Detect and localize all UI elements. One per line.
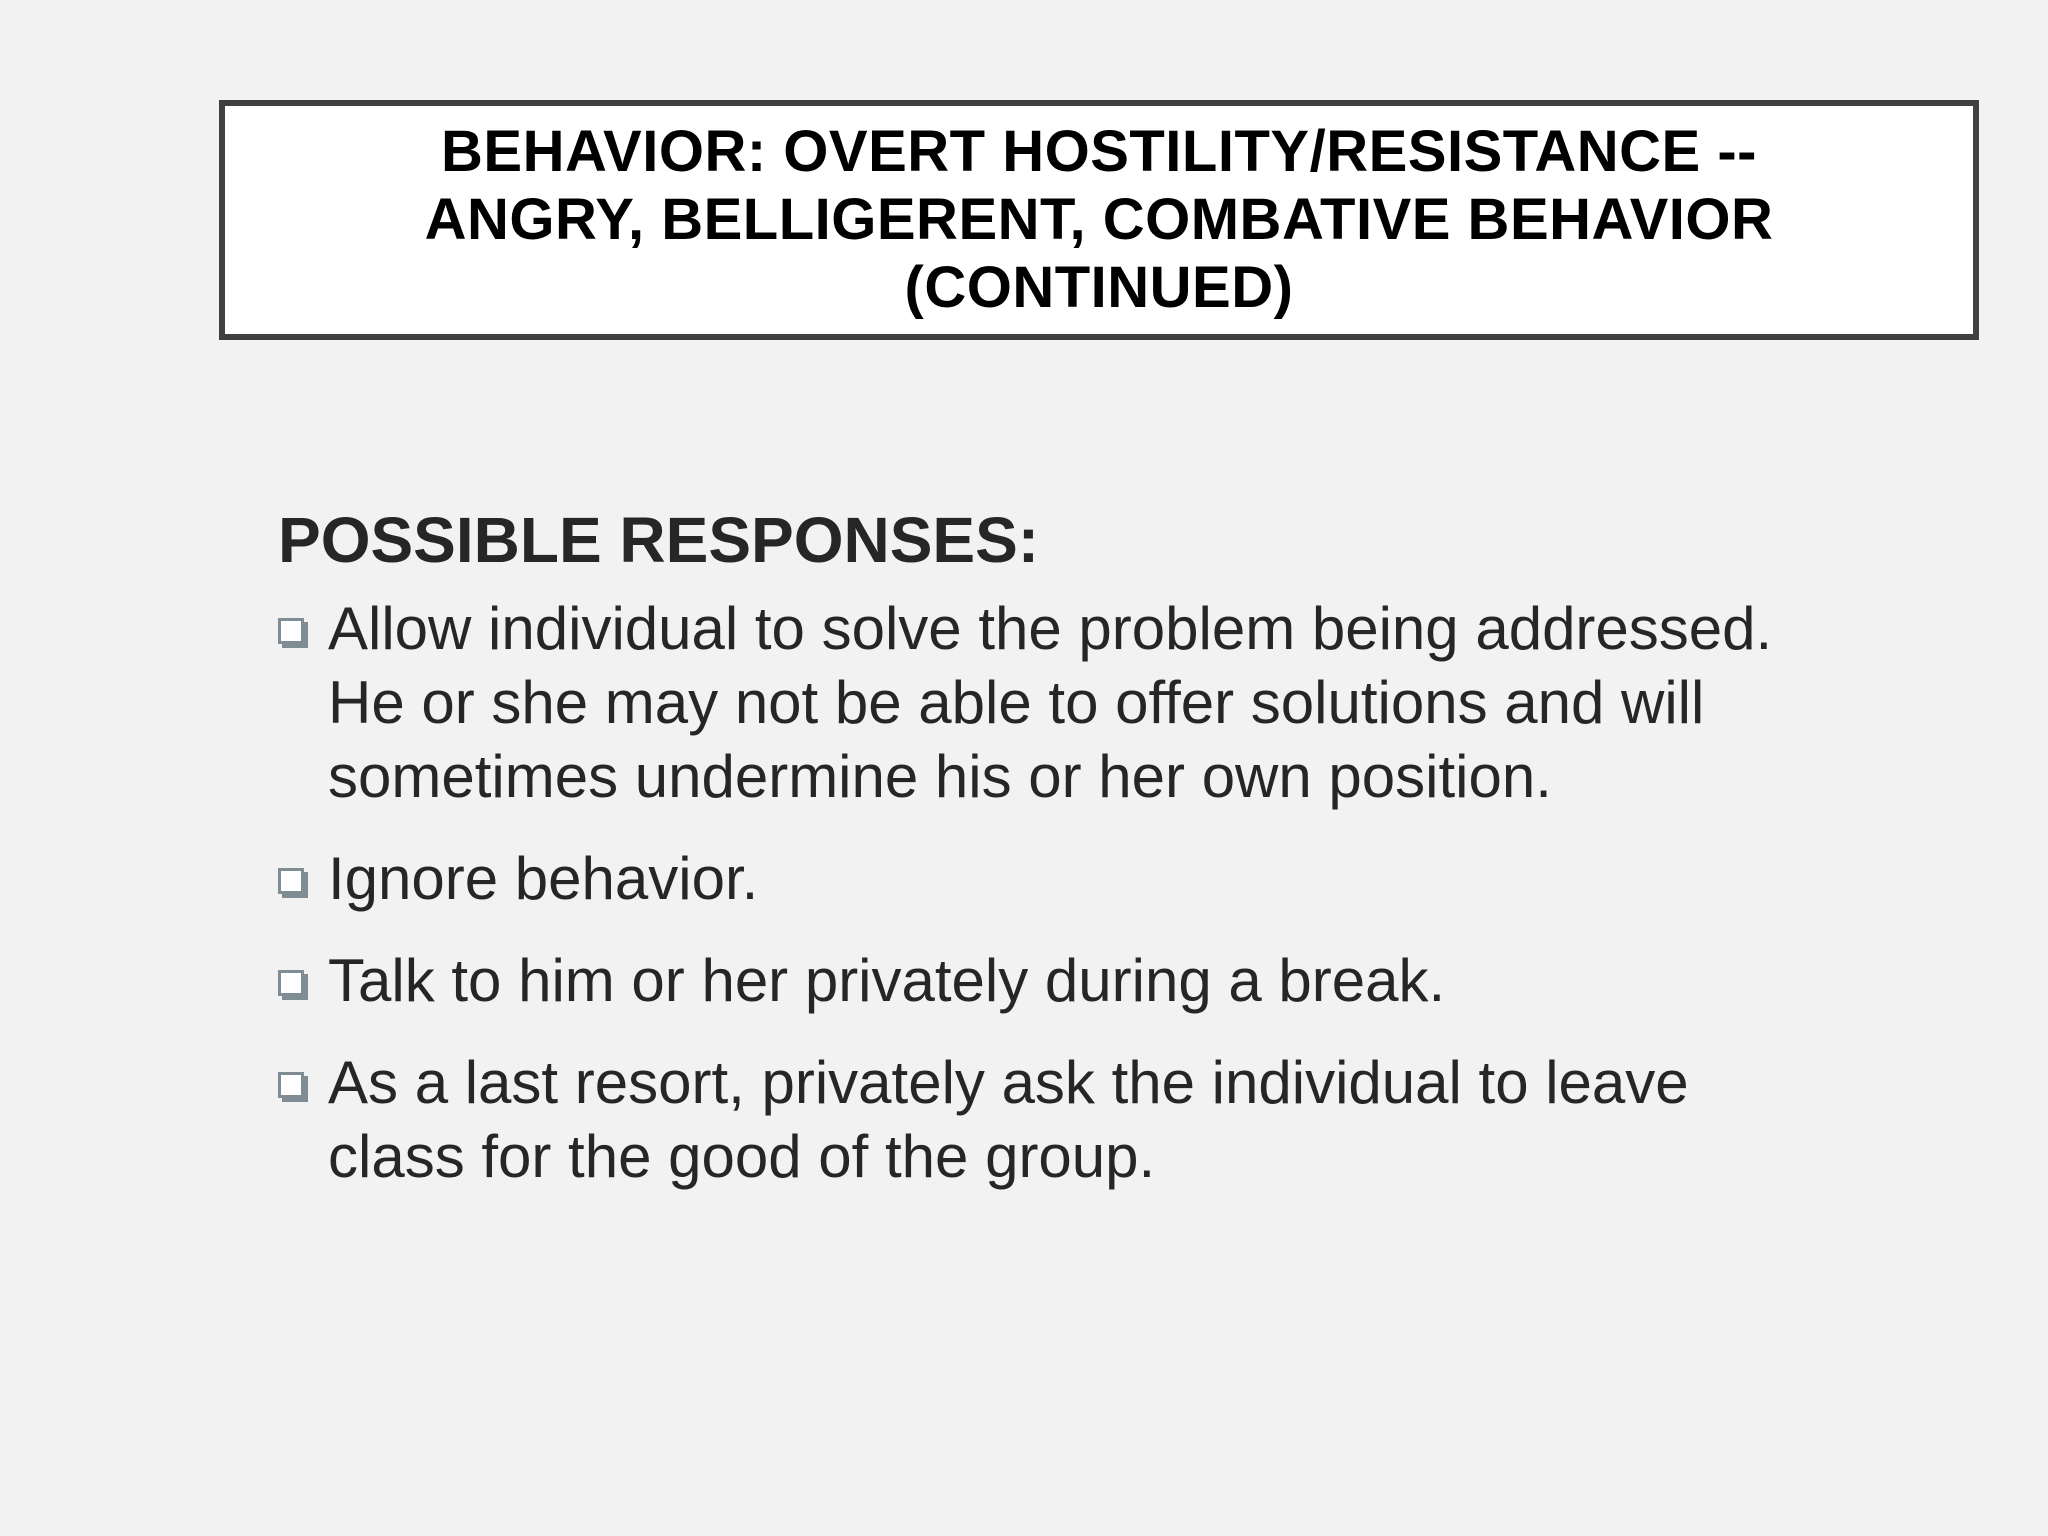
section-heading: POSSIBLE RESPONSES:	[278, 504, 1040, 576]
bullet-list	[278, 592, 1798, 1194]
content-area	[278, 500, 1798, 1222]
bullet-text: Allow individual to solve the problem being addressed. He or she may not be able to offer solutions and will sometimes undermine his or her own position.	[328, 595, 1773, 810]
hollow-square-bullet-icon	[278, 868, 304, 894]
list-item	[278, 842, 1798, 916]
title-box	[219, 100, 1979, 340]
hollow-square-bullet-icon	[278, 618, 304, 644]
hollow-square-bullet-icon	[278, 970, 304, 996]
slide-title: BEHAVIOR: OVERT HOSTILITY/RESISTANCE -- ANGRY, BELLIGERENT, COMBATIVE BEHAVIOR (CONTINUED)	[424, 119, 1774, 320]
hollow-square-bullet-icon	[278, 1072, 304, 1098]
list-item	[278, 1046, 1798, 1194]
bullet-text: Talk to him or her privately during a break.	[328, 947, 1446, 1014]
bullet-text: Ignore behavior.	[328, 845, 759, 912]
list-item	[278, 592, 1798, 814]
list-item	[278, 944, 1798, 1018]
bullet-text: As a last resort, privately ask the individual to leave class for the good of the group.	[328, 1049, 1689, 1190]
